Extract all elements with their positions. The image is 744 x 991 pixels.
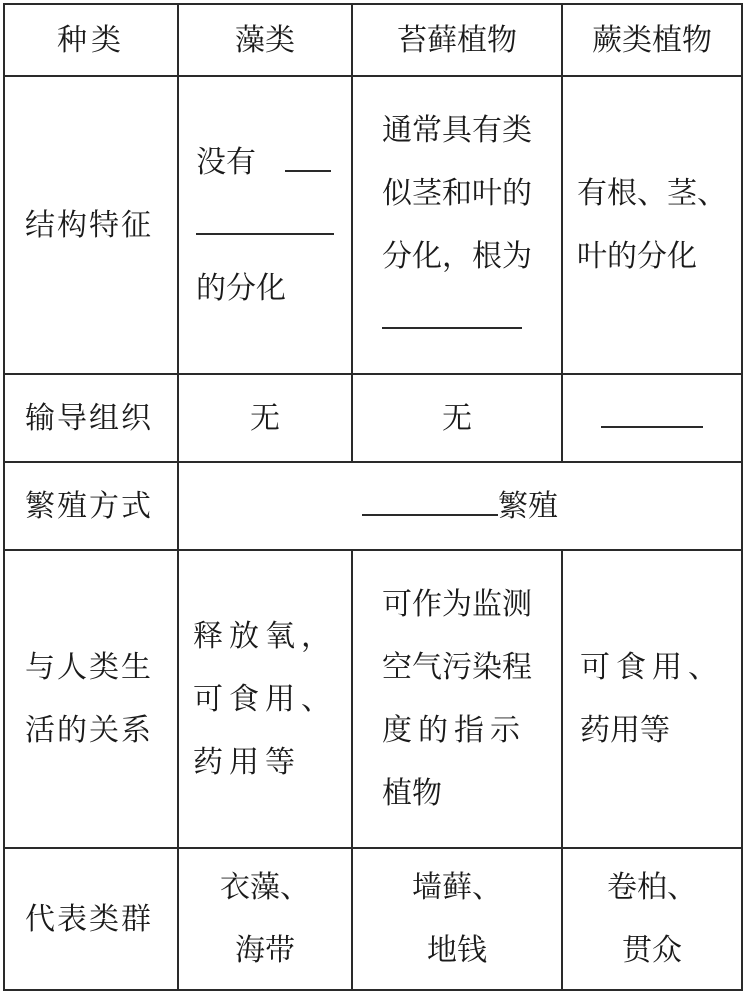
- representatives-row: [4, 848, 742, 990]
- relation-row: [4, 550, 742, 848]
- relation-moss-cell: [352, 550, 562, 848]
- structure-row: [4, 76, 742, 374]
- relation-algae-cell: [178, 550, 352, 848]
- relation-algae-line3: 药用等: [193, 744, 301, 780]
- reproduction-suffix: 繁殖: [498, 488, 558, 524]
- header-row: [4, 4, 742, 76]
- relation-fern-line1: 可食用、: [580, 650, 724, 685]
- transport-moss: 无: [352, 374, 562, 462]
- structure-fern-line1: 有根、茎、: [577, 176, 727, 211]
- relation-algae-line2: 可食用、: [193, 681, 337, 717]
- representatives-label: 代表类群: [4, 848, 178, 990]
- header-algae: 藻类: [178, 4, 352, 76]
- relation-label-cell: [4, 550, 178, 848]
- structure-algae-blank-b: [196, 203, 334, 235]
- structure-moss-line1: 通常具有类: [382, 113, 532, 148]
- structure-fern-line2: 叶的分化: [577, 239, 697, 274]
- relation-moss-line3: 度的指示: [382, 713, 526, 748]
- reproduction-row: [4, 462, 742, 550]
- representatives-moss-line1: 墙藓、: [412, 870, 502, 905]
- structure-moss-line2: 似茎和叶的: [382, 176, 532, 211]
- transport-algae: 无: [178, 374, 352, 462]
- relation-fern-cell: [562, 550, 742, 848]
- header-fern: 蕨类植物: [562, 4, 742, 76]
- relation-moss-line2: 空气污染程: [382, 650, 532, 685]
- representatives-algae-line1: 衣藻、: [220, 870, 310, 905]
- transport-label: 输导组织: [4, 374, 178, 462]
- relation-fern-line2: 药用等: [580, 713, 670, 748]
- transport-fern-blank: [601, 396, 703, 428]
- structure-algae-blank-a: [285, 140, 331, 172]
- reproduction-value-cell: [178, 462, 742, 550]
- representatives-moss-line2: 地钱: [427, 933, 487, 968]
- relation-moss-line1: 可作为监测: [382, 587, 532, 622]
- reproduction-label: 繁殖方式: [4, 462, 178, 550]
- transport-row: [4, 374, 742, 462]
- header-moss: 苔藓植物: [352, 4, 562, 76]
- representatives-fern-cell: [562, 848, 742, 990]
- representatives-algae-cell: [178, 848, 352, 990]
- representatives-fern-line2: 贯众: [622, 933, 682, 968]
- header-category: 种类: [4, 4, 178, 76]
- structure-moss-cell: [352, 76, 562, 374]
- representatives-moss-cell: [352, 848, 562, 990]
- relation-label-line2: 活的关系: [25, 713, 153, 748]
- relation-moss-line4: 植物: [382, 776, 442, 811]
- relation-label-line1: 与人类生: [25, 650, 153, 685]
- structure-fern-cell: [562, 76, 742, 374]
- transport-fern-cell: [562, 374, 742, 462]
- structure-algae-line1: 没有: [196, 144, 256, 180]
- structure-moss-blank: [382, 297, 522, 329]
- relation-algae-line1: 释放氧，: [193, 618, 337, 654]
- plant-comparison-table: [3, 3, 743, 991]
- structure-algae-cell: [178, 76, 352, 374]
- structure-moss-line3: 分化，根为: [382, 239, 532, 274]
- structure-algae-line3: 的分化: [196, 270, 286, 306]
- representatives-fern-line1: 卷柏、: [607, 870, 697, 905]
- representatives-algae-line2: 海带: [235, 933, 295, 968]
- structure-label: 结构特征: [4, 76, 178, 374]
- reproduction-blank: [362, 484, 498, 516]
